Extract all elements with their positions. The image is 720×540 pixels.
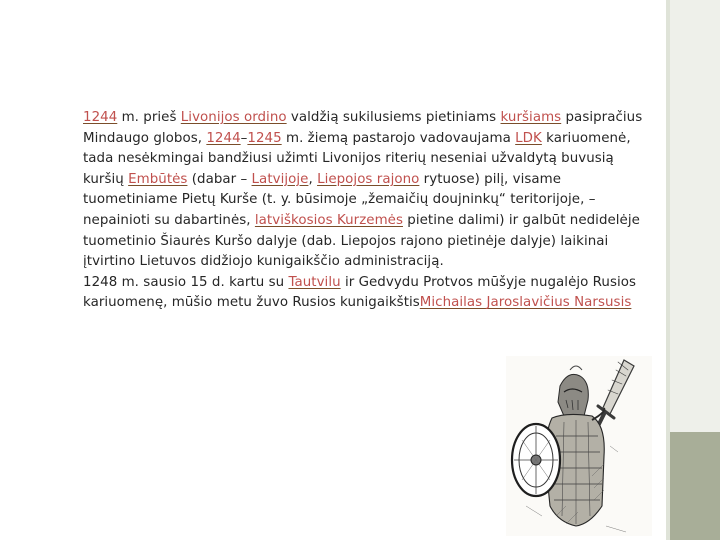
knight-portrait-image <box>506 356 652 536</box>
side-band-dark <box>666 432 720 540</box>
text-span: 1248 m. sausio 15 d. kartu su <box>83 274 289 290</box>
text-span: kariuomenė, tada nesėkmingai bandžiusi užimti Livonijos riterių neseniai užvaldytą buvusią kuršių <box>83 130 631 187</box>
text-span: rytuose) pilį, visame tuometiniame Pietų Kurše (t. y. būsimoje „žemaičių doujninkų“ teritorijoje, – nepainioti su dabartinės, <box>83 171 596 228</box>
link-1244[interactable]: 1244 <box>83 110 118 125</box>
side-band-light <box>666 0 720 432</box>
text-span: m. prieš <box>117 110 181 125</box>
slide-text <box>83 108 643 314</box>
text-span: – <box>240 130 248 146</box>
link-tautvilu[interactable]: Tautvilu <box>288 274 341 290</box>
link-liepojos-rajono[interactable]: Liepojos rajono <box>317 171 420 187</box>
link-livonijos-ordino[interactable]: Livonijos ordino <box>180 110 287 125</box>
text-span: valdžią sukilusiems pietiniams <box>286 110 501 125</box>
shield-icon <box>512 424 560 496</box>
decorative-side-band <box>666 0 720 540</box>
text-span: , <box>308 171 318 187</box>
link-latviskosios-kurzemes[interactable]: latviškosios Kurzemės <box>254 212 403 228</box>
link-1245[interactable]: 1245 <box>247 130 282 146</box>
link-embutes[interactable]: Embūtės <box>128 171 188 187</box>
paragraph-2 <box>83 273 643 314</box>
link-kursiams[interactable]: kuršiams <box>500 110 562 125</box>
text-span: pietine dalimi) ir galbūt nedidelėje tuometinio Šiaurės Kuršo dalyje (dab. Liepojos rajono pietinėje dalyje) laikinai įtvirtino Lietuvos didžiojo kunigaikščio administraciją. <box>83 212 640 270</box>
sword-icon <box>598 360 634 426</box>
text-span: (dabar – <box>187 171 252 187</box>
knight-engraving <box>506 356 652 536</box>
link-ldk[interactable]: LDK <box>515 130 542 146</box>
text-span: pasipračius Mindaugo globos, <box>83 110 643 146</box>
link-1244-b[interactable]: 1244 <box>206 130 241 146</box>
text-span: ir Gedvydu Protvos mūšyje nugalėjo Rusios kariuomenę, mūšio metu žuvo Rusios kunigaikštis <box>83 274 637 311</box>
link-latvijoje[interactable]: Latvijoje <box>251 171 309 187</box>
side-band-edge <box>666 0 670 540</box>
paragraph-1 <box>83 108 643 273</box>
text-span: m. žiemą pastarojo vadovaujama <box>281 130 516 146</box>
helmet-icon <box>558 366 588 416</box>
link-michailas-jaroslavicius-narsusis[interactable]: Michailas Jaroslavičius Narsusis <box>419 295 632 311</box>
